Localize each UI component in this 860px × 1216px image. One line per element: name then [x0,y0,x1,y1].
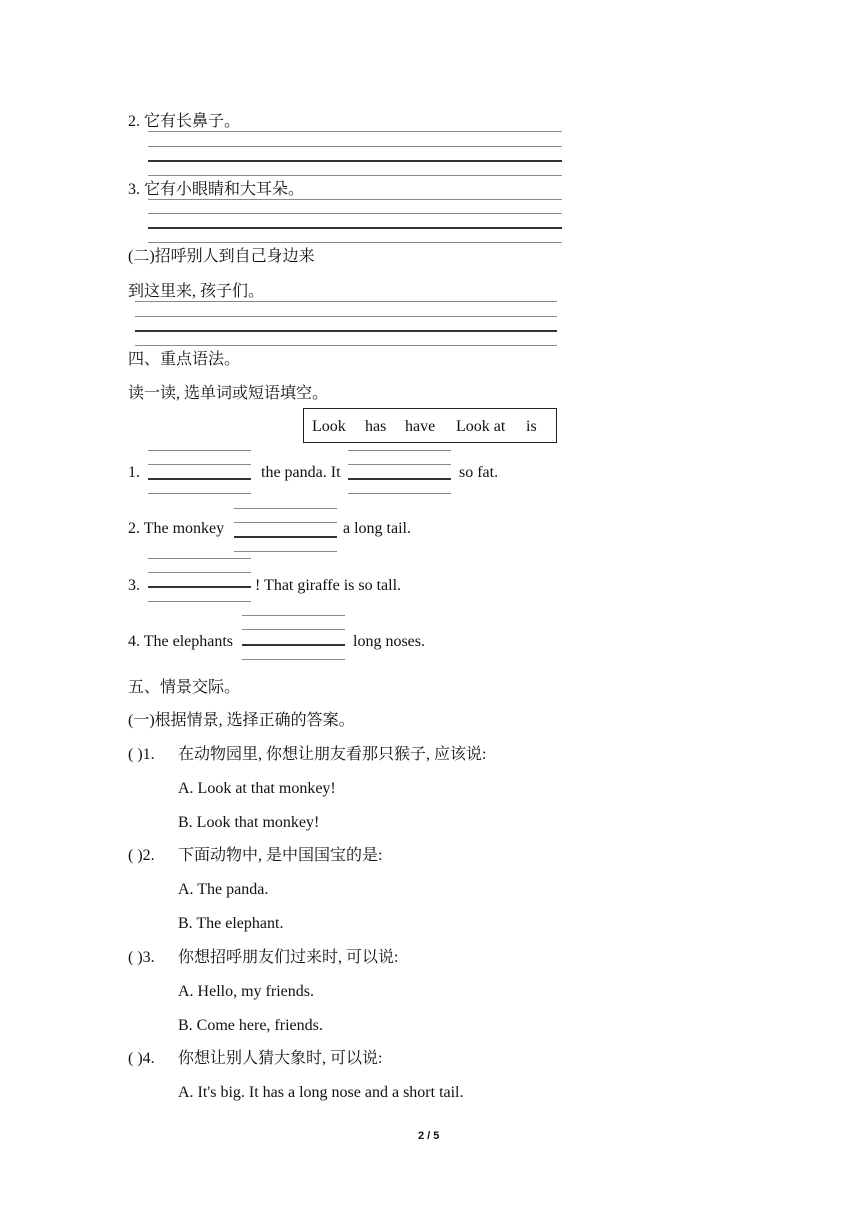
answer-paren[interactable]: ( )2. [128,847,155,864]
writing-baseline [148,227,562,229]
section-title: 五、情景交际。 [128,679,241,696]
blank-line [148,601,251,602]
item-text: long noses. [353,633,425,650]
blank-line [148,464,251,465]
writing-line [135,301,557,302]
subsection-title: (二)招呼别人到自己身边来 [128,248,315,265]
answer-paren[interactable]: ( )1. [128,746,155,763]
sentence-prompt: 到这里来, 孩子们。 [128,283,265,300]
writing-baseline [148,160,562,162]
blank-line [234,508,337,509]
blank-line [348,450,451,451]
writing-line [135,345,557,346]
answer-paren[interactable]: ( )3. [128,949,155,966]
blank-line [148,493,251,494]
writing-baseline [135,330,557,332]
fill-blank-2[interactable] [234,536,337,538]
item-text: 4. The elephants [128,633,234,650]
item-text: ! That giraffe is so tall. [255,577,402,594]
option-a: A. It's big. It has a long nose and a short tail. [178,1084,464,1101]
fill-blank-4[interactable] [242,644,345,646]
blank-line [242,629,345,630]
word-bank-word: has [365,418,387,435]
item-number: 1. [128,464,140,481]
option-b: B. The elephant. [178,915,284,932]
fill-blank-1b[interactable] [348,478,451,480]
question-text: 下面动物中, 是中国国宝的是: [178,847,383,864]
fill-blank-3[interactable] [148,586,251,588]
blank-line [234,551,337,552]
blank-line [148,572,251,573]
question-text: 你想让别人猜大象时, 可以说: [178,1050,383,1067]
blank-line [242,659,345,660]
blank-line [348,464,451,465]
writing-line [148,213,562,214]
blank-line [148,450,251,451]
section-instruction: 读一读, 选单词或短语填空。 [128,385,329,402]
option-b: B. Look that monkey! [178,814,320,831]
question-text: 在动物园里, 你想让朋友看那只猴子, 应该说: [178,746,487,763]
option-b: B. Come here, friends. [178,1017,323,1034]
item-text: a long tail. [343,520,411,537]
item-text: 2. The monkey [128,520,225,537]
subsection-title: (一)根据情景, 选择正确的答案。 [128,712,355,729]
word-bank-word: is [526,418,537,435]
question-text: 你想招呼朋友们过来时, 可以说: [178,949,399,966]
option-a: A. Hello, my friends. [178,983,314,1000]
word-bank-word: Look [312,418,346,435]
writing-line [148,146,562,147]
writing-line [148,199,562,200]
blank-line [148,558,251,559]
blank-line [242,615,345,616]
word-bank-word: have [405,418,436,435]
item-text: so fat. [459,464,499,481]
blank-line [234,522,337,523]
question-2-prompt: 2. 它有长鼻子。 [128,113,241,130]
option-a: A. Look at that monkey! [178,780,336,797]
word-bank-word: Look at [456,418,506,435]
item-number: 3. [128,577,140,594]
writing-line [148,131,562,132]
item-text: the panda. It [261,464,341,481]
writing-line [148,175,562,176]
writing-line [148,242,562,243]
page-number: 2 / 5 [418,1130,440,1142]
option-a: A. The panda. [178,881,269,898]
writing-line [135,316,557,317]
section-title: 四、重点语法。 [128,351,241,368]
blank-line [348,493,451,494]
answer-paren[interactable]: ( )4. [128,1050,155,1067]
fill-blank-1a[interactable] [148,478,251,480]
question-3-prompt: 3. 它有小眼睛和大耳朵。 [128,181,305,198]
